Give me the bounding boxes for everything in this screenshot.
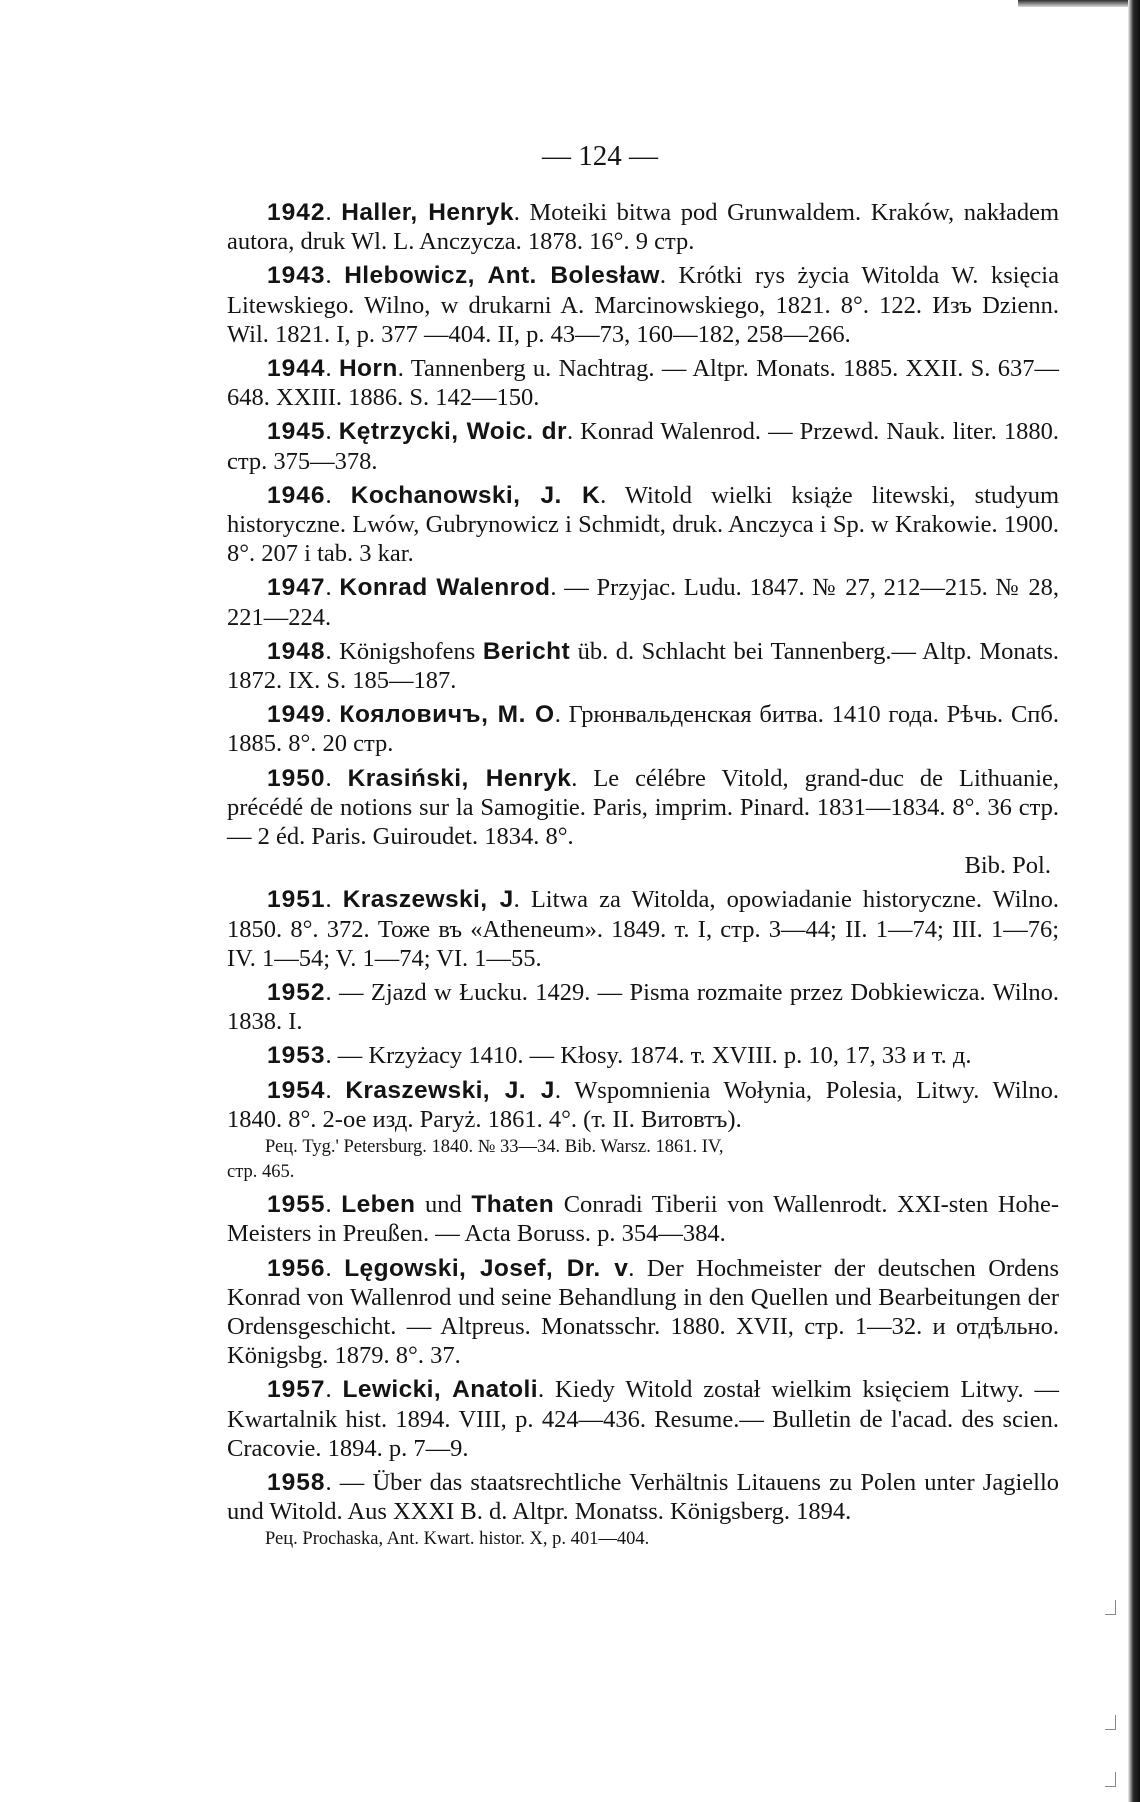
bibliography-entry: 1944. Horn. Tannenberg u. Nachtrag. — Altpr. Monats. 1885. XXII. S. 637—648. XXIII. 1886. S. 142—150. xyxy=(227,355,1060,412)
bibliography-entry: 1952. — Zjazd w Łucku. 1429. — Pisma rozmaite przez Dobkiewicza. Wilno. 1838. I. xyxy=(227,979,1059,1036)
bibliography-entry: 1956. Lęgowski, Josef, Dr. v. Der Hochmeister der deutschen Ordens Konrad von Wallenrod und seine Behandlung in den Quellen und Bearbeitungen der Ordensgeschicht. — Altpreus. Monatsschr. 1880. XVII, стр. 1—32. и отдѣльно. Königsbg. 1879. 8°. 37. xyxy=(227,1254,1059,1370)
entry-number: 1949 xyxy=(267,701,326,729)
entry-author: Bericht xyxy=(482,637,571,665)
bibliography-entry: 1943. Hlebowicz, Ant. Bolesław. Krótki rys życia Witolda W. księcia Litewskiego. Wilno, w drukarni A. Marcinowskiego, 1821. 8°. 122. Изъ Dzienn. Wil. 1821. I, p. 377 —404. II, p. 43—73, 160—182, 258—266. xyxy=(227,262,1059,348)
page-number: — 124 — xyxy=(542,140,658,172)
review-reference xyxy=(227,1527,1059,1552)
entry-number: 1954 xyxy=(267,1076,326,1104)
entry-number: 1950 xyxy=(267,764,326,792)
entry-author: Kraszewski, J. J xyxy=(345,1076,555,1104)
entry-text: Грюнвальденская битва. 1410 года. Рѣчь. Спб. 1885. 8°. 20 стр. xyxy=(227,701,1059,758)
entry-text: Conradi Tiberii von Wallenrodt. XXI-sten Hohe-Meisters in Preußen. — Acta Boruss. p. 354—384. xyxy=(227,1191,1060,1248)
entry-text: Litwa za Witolda, opowiadanie historyczne. Wilno. 1850. 8°. 372. Тоже въ «Atheneum». 1849. т. I, стр. 3—44; II. 1—74; III. 1—76; IV. 1—54; V. 1—74; VI. 1—55. xyxy=(227,886,1059,972)
review-reference-line: Рец. Tyg.' Petersburg. 1840. № 33—34. Bib. Warsz. 1861. IV, xyxy=(265,1137,724,1158)
entry-text: — Zjazd w Łucku. 1429. — Pisma rozmaite przez Dobkiewicza. Wilno. 1838. I. xyxy=(227,979,1059,1036)
entry-title-connector: und xyxy=(425,1191,462,1219)
entry-text: — Przyjac. Ludu. 1847. № 27, 212—215. № 28, 221—224. xyxy=(227,574,1059,631)
entry-text: Moteiki bitwa pod Grunwaldem. Kraków, nakładem autora, druk Wl. L. Anczycza. 1878. 16°. 9 стр. xyxy=(227,199,1060,256)
entry-text: Konrad Walenrod. — Przewd. Nauk. liter. 1880. стр. 375—378. xyxy=(227,418,1060,475)
entry-author: Krasiński, Henryk xyxy=(347,764,572,792)
entry-author: Konrad Walenrod xyxy=(339,574,551,602)
entry-text: — Krzyżacy 1410. — Kłosy. 1874. т. XVIII. p. 10, 17, 33 и т. д. xyxy=(337,1042,972,1070)
entry-author: Kętrzycki, Woic. dr xyxy=(338,418,567,446)
bibliography-entry: 1958. — Über das staatsrechtliche Verhältnis Litauens zu Polen unter Jagiello und Witold. Aus XXXI B. d. Altpr. Monatss. Königsberg. 1894. Рец. Prochaska, Ant. Kwart. histor. X, p. 401—404. xyxy=(227,1468,1059,1552)
entry-number: 1953 xyxy=(267,1042,326,1070)
entry-text: Tannenberg u. Nachtrag. — Altpr. Monats. 1885. XXII. S. 637—648. XXIII. 1886. S. 142—150. xyxy=(227,355,1060,412)
bibliography-entry: 1951. Kraszewski, J. Litwa za Witolda, opowiadanie historyczne. Wilno. 1850. 8°. 372. Тоже въ «Atheneum». 1849. т. I, стр. 3—44; II. 1—74; III. 1—76; IV. 1—54; V. 1—74; VI. 1—55. xyxy=(227,886,1059,972)
entry-title-prefix: Königshofens xyxy=(339,637,476,665)
crop-mark xyxy=(1105,1715,1116,1730)
entry-text: Krótki rys życia Witolda W. księcia Litewskiego. Wilno, w drukarni A. Marcinowskiego, 1821. 8°. 122. Изъ Dzienn. Wil. 1821. I, p. 377 —404. II, p. 43—73, 160—182, 258—266. xyxy=(227,262,1059,348)
entry-number: 1957 xyxy=(267,1376,326,1404)
review-reference xyxy=(227,1135,1059,1185)
bibliography-entry: 1955. Leben und Thaten Conradi Tiberii von Wallenrodt. XXI-sten Hohe-Meisters in Preußen. — Acta Boruss. p. 354—384. xyxy=(227,1191,1060,1248)
bibliography-entry: 1942. Haller, Henryk. Moteiki bitwa pod Grunwaldem. Kraków, nakładem autora, druk Wl. L. Anczycza. 1878. 16°. 9 стр. xyxy=(227,199,1060,256)
crop-mark xyxy=(1105,1600,1116,1615)
bibliography-entry: 1953. — Krzyżacy 1410. — Kłosy. 1874. т. XVIII. p. 10, 17, 33 и т. д. xyxy=(267,1042,972,1070)
entry-number: 1956 xyxy=(267,1254,326,1282)
entry-text: Kiedy Witold został wielkim księciem Litwy. — Kwartalnik hist. 1894. VIII, p. 424—436. Resume.— Bulletin de l'acad. des scien. Cracovie. 1894. p. 7—9. xyxy=(227,1376,1059,1462)
entry-text: Witold wielki książe litewski, studyum historyczne. Lwów, Gubrynowicz i Schmidt, druk. Anczyca i Sp. w Krakowie. 1900. 8°. 207 i tab. 3 kar. xyxy=(227,481,1060,568)
entry-author: Leben xyxy=(341,1191,416,1219)
entry-author: Hlebowicz, Ant. Bolesław xyxy=(344,262,660,290)
bibliography-entry: 1954. Kraszewski, J. J. Wspomnienia Wołynia, Polesia, Litwy. Wilno. 1840. 8°. 2-ое изд. Paryż. 1861. 4°. (т. II. Витовтъ). Рец. Tyg.' Petersburg. 1840. № 33—34. Bib. Warsz. 1861. IV, стр. 465. xyxy=(227,1076,1059,1185)
entry-number: 1944 xyxy=(267,355,326,383)
bibliography-entry: 1947. Konrad Walenrod. — Przyjac. Ludu. 1847. № 27, 212—215. № 28, 221—224. xyxy=(227,574,1059,631)
review-reference-line: Рец. Prochaska, Ant. Kwart. histor. X, p. 401—404. xyxy=(265,1529,650,1550)
entry-author: Кояловичъ, М. О xyxy=(339,701,555,729)
bibliography-entry: 1948. Königshofens Bericht üb. d. Schlacht bei Tannenberg.— Altp. Monats. 1872. IX. S. 185—187. xyxy=(227,637,1060,695)
bibliography-entry: 1950. Krasiński, Henryk. Le célébre Vitold, grand-duc de Lithuanie, précédé de notions sur la Samogitie. Paris, imprim. Pinard. 1831—1834. 8°. 36 стр. — 2 éd. Paris. Guiroudet. 1834. 8°. Bib. Pol. xyxy=(227,764,1060,880)
bibliography-entries xyxy=(227,198,1059,1552)
crop-mark xyxy=(1105,1772,1116,1787)
entry-number: 1951 xyxy=(267,886,326,914)
entry-number: 1946 xyxy=(267,481,326,509)
entry-number: 1943 xyxy=(267,262,326,290)
entry-source: Bib. Pol. xyxy=(964,852,1051,880)
entry-number: 1948 xyxy=(267,637,326,665)
entry-author: Haller, Henryk xyxy=(341,199,514,226)
bibliography-entry: 1945. Kętrzycki, Woic. dr. Konrad Walenrod. — Przewd. Nauk. liter. 1880. стр. 375—378. xyxy=(227,418,1060,475)
entry-number: 1952 xyxy=(267,979,326,1007)
entry-number: 1942 xyxy=(267,199,326,226)
entry-text: — Über das staatsrechtliche Verhältnis Litauens zu Polen unter Jagiello und Witold. Aus XXXI B. d. Altpr. Monatss. Königsberg. 1894. xyxy=(227,1468,1059,1526)
entry-number: 1955 xyxy=(267,1191,326,1219)
bibliography-entry: 1946. Kochanowski, J. K. Witold wielki książe litewski, studyum historyczne. Lwów, Gubrynowicz i Schmidt, druk. Anczyca i Sp. w Krakowie. 1900. 8°. 207 i tab. 3 kar. xyxy=(227,481,1060,568)
entry-author: Kraszewski, J xyxy=(342,886,514,914)
entry-number: 1958 xyxy=(267,1468,326,1496)
entry-text: Wspomnienia Wołynia, Polesia, Litwy. Wilno. 1840. 8°. 2-ое изд. Paryż. 1861. 4°. (т. II. Витовтъ). xyxy=(227,1076,1059,1133)
entry-text: Der Hochmeister der deutschen Ordens Konrad von Wallenrod und seine Behandlung in den Quellen und Bearbeitungen der Ordensgeschicht. — Altpreus. Monatsschr. 1880. XVII, стр. 1—32. и отдѣльно. Königsbg. 1879. 8°. 37. xyxy=(227,1254,1059,1370)
entry-number: 1947 xyxy=(267,574,326,602)
entry-author: Horn xyxy=(338,355,398,383)
entry-author-second: Thaten xyxy=(471,1191,555,1219)
entry-author: Lęgowski, Josef, Dr. v xyxy=(344,1254,629,1282)
page-edge-shadow xyxy=(1128,0,1140,1802)
bibliography-entry: 1957. Lewicki, Anatoli. Kiedy Witold został wielkim księciem Litwy. — Kwartalnik hist. 1894. VIII, p. 424—436. Resume.— Bulletin de l'acad. des scien. Cracovie. 1894. p. 7—9. xyxy=(227,1376,1059,1462)
entry-author: Lewicki, Anatoli xyxy=(342,1376,538,1404)
page-edge-top-shadow xyxy=(1018,0,1128,7)
entry-author: Kochanowski, J. K xyxy=(350,481,601,509)
entry-number: 1945 xyxy=(267,418,326,446)
entry-text: üb. d. Schlacht bei Tannenberg.— Altp. Monats. 1872. IX. S. 185—187. xyxy=(227,637,1060,695)
entry-text: Le célébre Vitold, grand-duc de Lithuanie, précédé de notions sur la Samogitie. Paris, imprim. Pinard. 1831—1834. 8°. 36 стр. — 2 éd. Paris. Guiroudet. 1834. 8°. xyxy=(227,764,1060,851)
bibliography-entry: 1949. Кояловичъ, М. О. Грюнвальденская битва. 1410 года. Рѣчь. Спб. 1885. 8°. 20 стр. xyxy=(227,701,1059,758)
review-reference-line: стр. 465. xyxy=(227,1162,295,1183)
